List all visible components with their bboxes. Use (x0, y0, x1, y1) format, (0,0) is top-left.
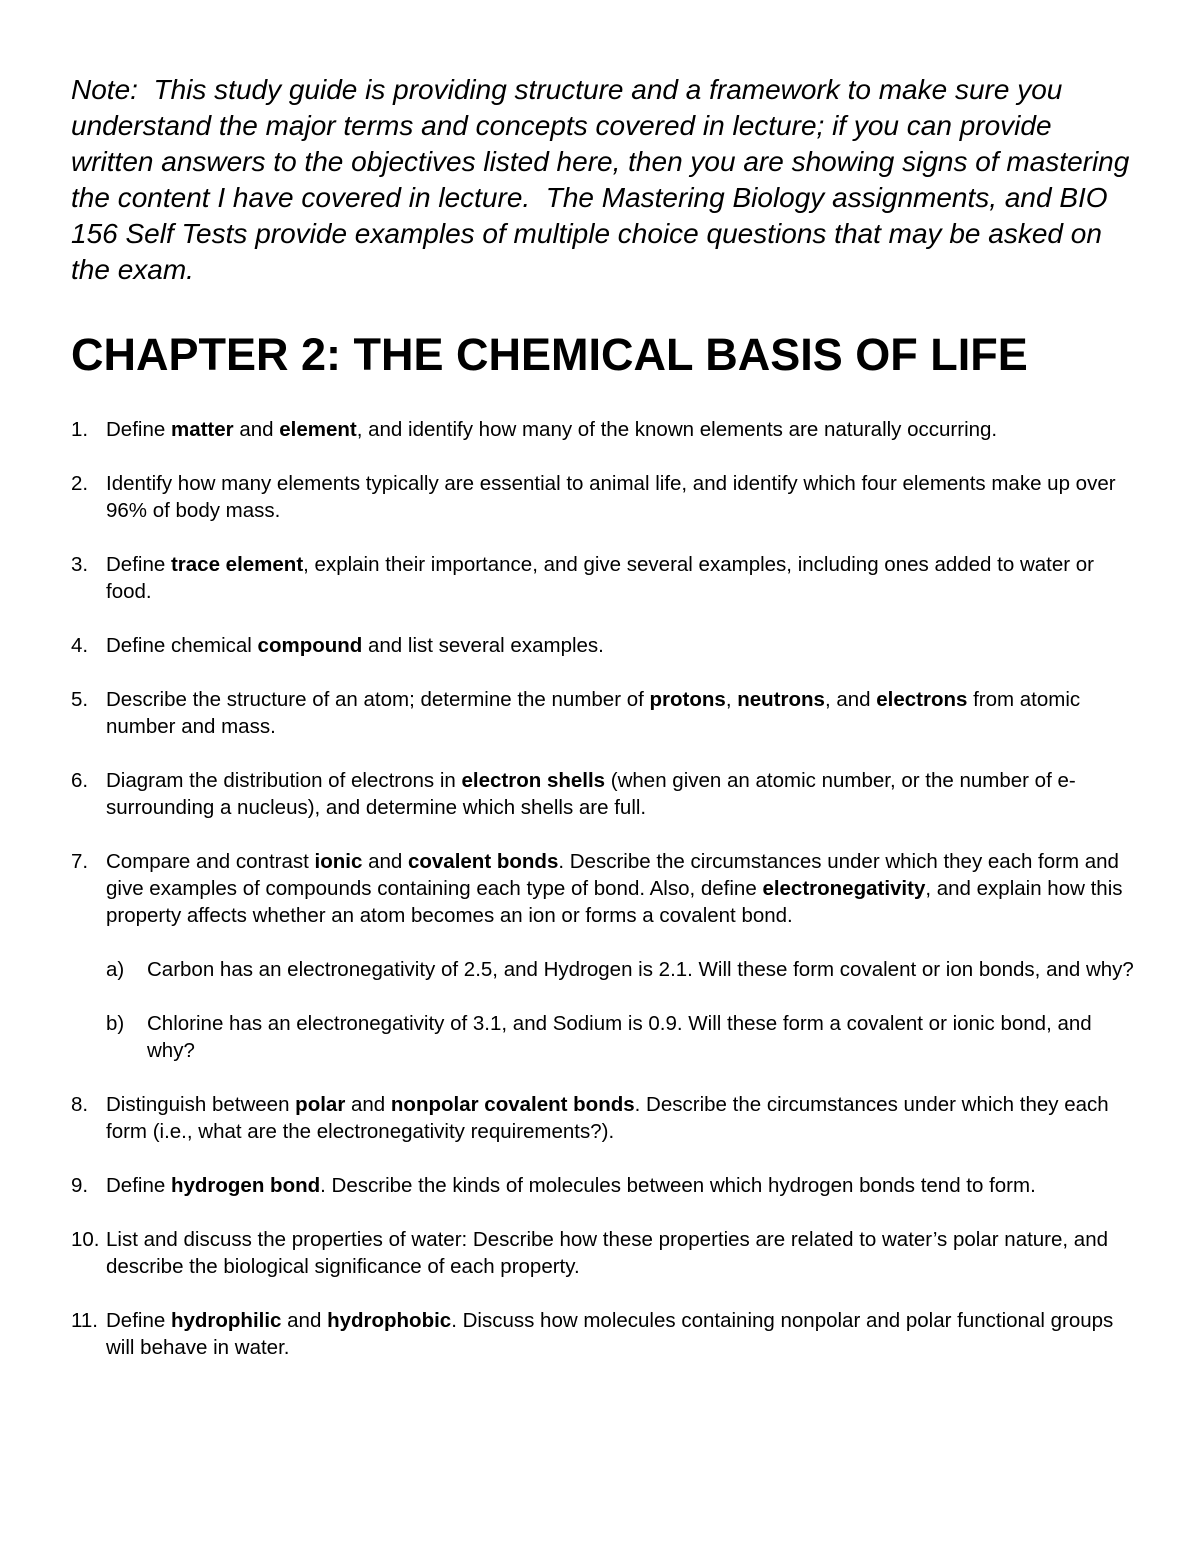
objective-text-segment: , explain their importance, and give several examples, including ones added to water or food. (106, 553, 1094, 603)
objective-text-segment: . Describe the kinds of molecules between which hydrogen bonds tend to form. (320, 1174, 1036, 1197)
study-guide-page (71, 72, 1141, 1359)
objective-number: 8. (71, 1093, 89, 1116)
key-term: hydrophobic (327, 1309, 452, 1332)
objective-text (106, 553, 1094, 603)
objective-item (71, 416, 1141, 443)
key-term: electronegativity (762, 877, 926, 900)
objective-text-segment: , and explain how this property affects whether an atom becomes an ion or forms a covalent bond. (106, 877, 1123, 927)
objective-text-segment: , (725, 688, 738, 711)
key-term: compound (257, 634, 363, 657)
objective-number: 2. (71, 472, 89, 495)
key-term: ionic (314, 850, 363, 873)
objective-text-segment: Define (106, 1309, 171, 1332)
key-term: hydrogen bond (170, 1174, 321, 1197)
objective-text (106, 850, 1123, 927)
objective-text (106, 472, 1116, 522)
objective-text-segment: , and (824, 688, 877, 711)
objective-item (71, 1091, 1141, 1145)
objective-text (106, 769, 1076, 819)
key-term: covalent bonds (407, 850, 559, 873)
objective-text-segment: , and identify how many of the known elements are naturally occurring. (356, 418, 998, 441)
objective-item (71, 551, 1141, 605)
sub-question (106, 1010, 1141, 1064)
key-term: electron shells (461, 769, 606, 792)
objective-number: 5. (71, 688, 89, 711)
objective-item (71, 686, 1141, 740)
sub-question (106, 956, 1141, 983)
objective-number: 6. (71, 769, 89, 792)
objective-text-segment: List and discuss the properties of water: Describe how these properties are related to water’s polar nature, and describe the biological significance of each property. (106, 1228, 1109, 1278)
objective-number: 1. (71, 418, 89, 441)
objective-text (106, 1174, 1036, 1197)
objective-text-segment: Diagram the distribution of electrons in (106, 769, 462, 792)
objective-text-segment: Identify how many elements typically are essential to animal life, and identify which four elements make up over 96% of body mass. (106, 472, 1116, 522)
objective-item (71, 767, 1141, 821)
sub-question-list (106, 956, 1141, 1064)
key-term: matter (170, 418, 234, 441)
objective-text-segment: Define (106, 553, 171, 576)
objective-text-segment: Define chemical (106, 634, 258, 657)
objective-number: 4. (71, 634, 89, 657)
objective-item (71, 1307, 1141, 1361)
objective-item (71, 848, 1141, 1064)
objective-text (106, 634, 604, 657)
objective-text-segment: and (362, 850, 408, 873)
objective-number: 9. (71, 1174, 89, 1197)
objective-text-segment: Distinguish between (106, 1093, 296, 1116)
objective-text (106, 688, 1080, 738)
objective-text-segment: and (345, 1093, 391, 1116)
objective-text-segment: from atomic number and mass. (106, 688, 1081, 738)
study-guide-note: Note: This study guide is providing structure and a framework to make sure you understand the major terms and concepts covered in lecture; if you can provide written answers to the objectives listed here, then you are showing signs of mastering the content I have covered in lecture. The Mastering Biology assignments, and BIO 156 Self Tests provide examples of multiple choice questions that may be asked on the exam. (71, 74, 1138, 285)
key-term: element (279, 418, 357, 441)
objective-number: 10. (71, 1228, 100, 1251)
objective-text-segment: and (233, 418, 280, 441)
objective-text (106, 1228, 1108, 1278)
objective-text (106, 1309, 1113, 1359)
objective-item (71, 1226, 1141, 1280)
key-term: electrons (876, 688, 968, 711)
objective-number: 7. (71, 850, 89, 873)
chapter-title: CHAPTER 2: THE CHEMICAL BASIS OF LIFE (71, 329, 1028, 380)
key-term: protons (649, 688, 726, 711)
objective-text (106, 418, 997, 441)
objective-number: 3. (71, 553, 89, 576)
key-term: neutrons (737, 688, 825, 711)
key-term: polar (295, 1093, 346, 1116)
objective-number: 11. (71, 1309, 98, 1332)
objective-text-segment: Describe the structure of an atom; determine the number of (106, 688, 650, 711)
objective-item (71, 632, 1141, 659)
objective-text-segment: . Describe the circumstances under which they each form and give examples of compounds containing each type of bond. Also, define (106, 850, 1119, 900)
sub-question-text: Chlorine has an electronegativity of 3.1, and Sodium is 0.9. Will these form a covalent or ionic bond, and why? (147, 1012, 1092, 1062)
key-term: trace element (170, 553, 304, 576)
objective-text (106, 1093, 1109, 1143)
objective-text-segment: Define (106, 418, 171, 441)
objective-text-segment: Compare and contrast (106, 850, 315, 873)
objective-text-segment: and list several examples. (362, 634, 604, 657)
sub-question-label: b) (106, 1012, 125, 1035)
sub-question-text: Carbon has an electronegativity of 2.5, and Hydrogen is 2.1. Will these form covalent or ion bonds, and why? (147, 958, 1134, 981)
key-term: nonpolar covalent bonds (390, 1093, 635, 1116)
objectives-list (71, 416, 1141, 1388)
key-term: hydrophilic (170, 1309, 282, 1332)
objective-text-segment: . Describe the circumstances under which they each form (i.e., what are the electronegativity requirements?). (106, 1093, 1109, 1143)
objective-text-segment: . Discuss how molecules containing nonpolar and polar functional groups will behave in water. (106, 1309, 1114, 1359)
objective-text-segment: (when given an atomic number, or the number of e- surrounding a nucleus), and determine which shells are full. (106, 769, 1076, 819)
objective-item (71, 1172, 1141, 1199)
objective-item (71, 470, 1141, 524)
objective-text-segment: and (281, 1309, 328, 1332)
sub-question-label: a) (106, 958, 125, 981)
objective-text-segment: Define (106, 1174, 171, 1197)
